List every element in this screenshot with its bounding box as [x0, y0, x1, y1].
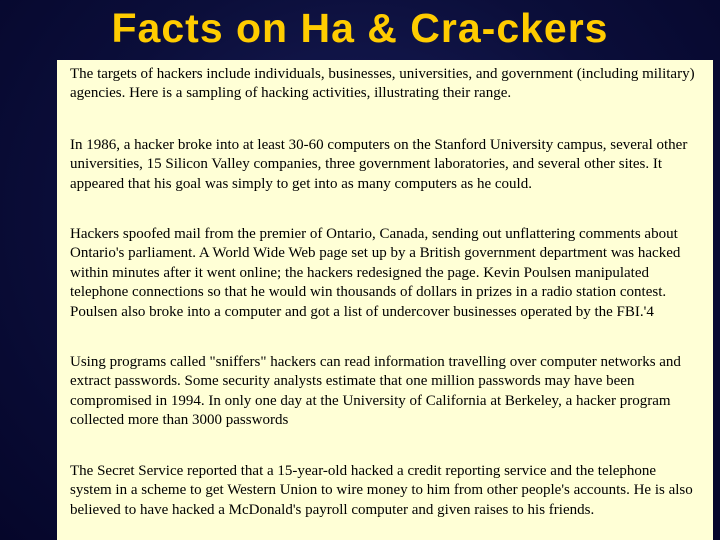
paragraph-sniffers: Using programs called "sniffers" hackers can read information travelling over computer networks and extract passwords. Some security analysts estimate that one million passwords may have been compromised in 1994. In only one day at the University of California at Berkeley, a hacker program collected more than 3000 passwords [70, 354, 681, 429]
paragraph-targets: The targets of hackers include individuals, businesses, universities, and government (including military) agencies. Here is a sampling of hacking activities, illustrating their range. [70, 66, 695, 102]
paragraph-spoofed-mail: Hackers spoofed mail from the premier of Ontario, Canada, sending out unflattering comments about Ontario's parliament. A World Wide Web page set up by a British government department was hacked within minutes after it went online; the hackers redesigned the page. Kevin Poulsen manipulated telephone connections so that he would win thousands of dollars in prizes in a radio station contest. Poulsen also broke into a computer and got a list of undercover businesses operated by the FBI.'4 [70, 226, 681, 320]
content-panel [57, 60, 713, 540]
paragraph-secret-service: The Secret Service reported that a 15-year-old hacked a credit reporting service and the telephone system in a scheme to get Western Union to wire money to him from other people's accounts. He is also believed to have hacked a McDonald's payroll computer and given raises to his friends. [70, 463, 693, 518]
slide-title: Facts on Ha & Cra-ckers [111, 5, 609, 51]
paragraph-stanford: In 1986, a hacker broke into at least 30-60 computers on the Stanford University campus, several other universities, 15 Silicon Valley companies, three government laboratories, and several other sites. It appeared that his goal was simply to get into as many computers as he could. [70, 137, 688, 192]
